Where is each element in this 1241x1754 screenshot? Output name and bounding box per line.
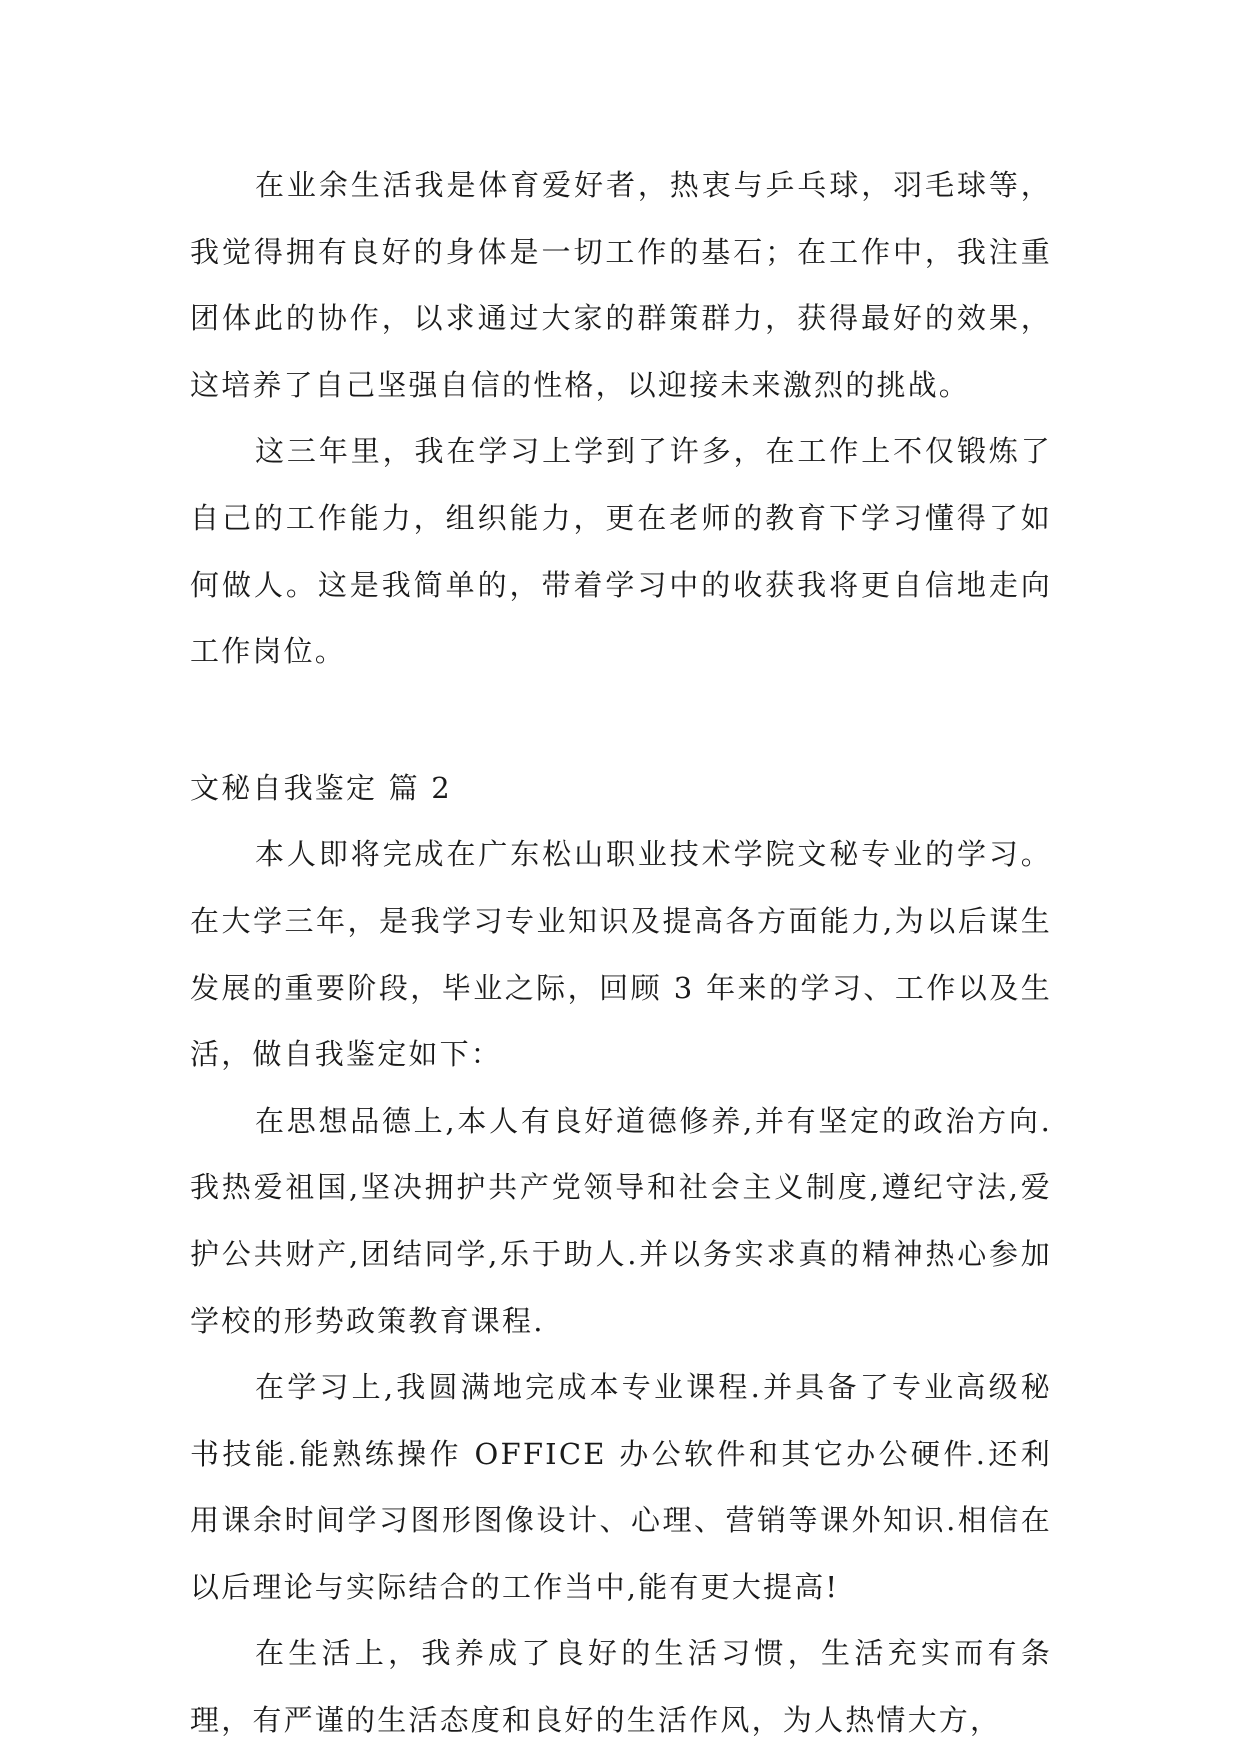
paragraph-hobbies: 在业余生活我是体育爱好者，热衷与乒乓球，羽毛球等，我觉得拥有良好的身体是一切工作的基石；在工作中，我注重团体此的协作，以求通过大家的群策群力，获得最好的效果，这培养了自己坚强自信的性格，以迎接未来激烈的挑战。 xyxy=(190,168,1052,402)
paragraph-three-years: 这三年里，我在学习上学到了许多，在工作上不仅锻炼了自己的工作能力，组织能力，更在老师的教育下学习懂得了如何做人。这是我简单的，带着学习中的收获我将更自信地走向工作岗位。 xyxy=(190,434,1052,669)
paragraph-intro: 本人即将完成在广东松山职业技术学院文秘专业的学习。在大学三年，是我学习专业知识及提高各方面能力,为以后谋生发展的重要阶段，毕业之际，回顾 3 年来的学习、工作以及生活，做自我鉴定如下： xyxy=(190,837,1052,1072)
paragraph-study: 在学习上,我圆满地完成本专业课程.并具备了专业高级秘书技能.能熟练操作 OFFICE 办公软件和其它办公硬件.还利用课余时间学习图形图像设计、心理、营销等课外知识.相信在以后理论与实际结合的工作当中,能有更大提高! xyxy=(190,1370,1052,1604)
paragraph-life: 在生活上，我养成了良好的生活习惯，生活充实而有条理，有严谨的生活态度和良好的生活作风，为人热情大方， xyxy=(190,1636,1052,1738)
paragraph-ideology: 在思想品德上,本人有良好道德修养,并有坚定的政治方向.我热爱祖国,坚决拥护共产党领导和社会主义制度,遵纪守法,爱护公共财产,团结同学,乐于助人.并以务实求真的精神热心参加学校的形势政策教育课程. xyxy=(190,1103,1052,1338)
section-title: 文秘自我鉴定 篇 2 xyxy=(190,770,452,805)
document-body xyxy=(190,152,1052,1754)
